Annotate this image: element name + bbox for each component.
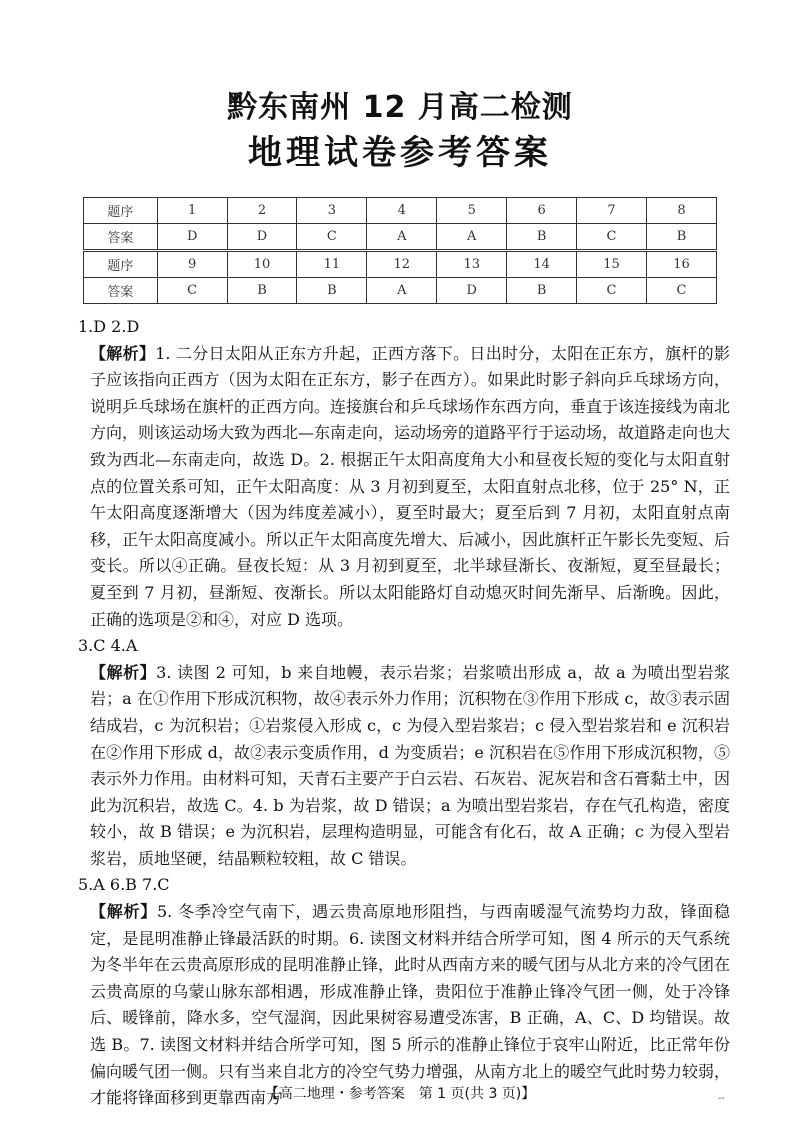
table-cell: B	[507, 278, 577, 304]
table-cell: D	[227, 224, 297, 251]
corner-mark: --	[718, 1093, 725, 1104]
table-cell: 5	[437, 198, 507, 224]
row-header-cell: 答案	[84, 224, 158, 251]
table-cell: 11	[297, 251, 367, 278]
explanation-paragraph	[78, 899, 730, 1112]
answer-line: 3.C 4.A	[78, 636, 138, 656]
table-cell: A	[367, 278, 437, 304]
table-cell: B	[297, 278, 367, 304]
answer-line: 5.A 6.B 7.C	[78, 875, 170, 895]
table-cell: 2	[227, 198, 297, 224]
explanation-text: 1. 二分日太阳从正东方升起，正西方落下。日出时分，太阳在正东方，旗杆的影子应该指向正西方（因为太阳在正东方，影子在西方）。如果此时影子斜向乒乓球场方向，说明乒乓球场在旗杆的正西方向。连接旗台和乒乓球场作东西方向，垂直于该连接线为南北方向，则该运动场大致为西北—东南走向，运动场旁的道路平行于运动场，故道路走向也大致为西北—东南走向，故选 D。2. 根据正午太阳高度角大小和昼夜长短的变化与太阳直射点的位置关系可知，正午太阳高度：从 3 月初到夏至，太阳直射点北移，位于 25° N，正午太阳高度逐渐增大（因为纬度差减小），夏至时最大；夏至后到 7 月初，太阳直射点南移，正午太阳高度减小。所以正午太阳高度先增大、后减小，因此旗杆正午影长先变短、后变长。所以④正确。昼夜长短：从 3 月初到夏至，北半球昼渐长、夜渐短，夏至昼最长；夏至到 7 月初，昼渐短、夜渐长。所以太阳能路灯自动熄灭时间先渐早、后渐晚。因此，正确的选项是②和④，对应 D 选项。	[90, 343, 731, 629]
table-cell: B	[646, 224, 716, 251]
table-cell: 14	[507, 251, 577, 278]
table-cell: 4	[367, 198, 437, 224]
table-cell: 7	[577, 198, 647, 224]
table-cell: 12	[367, 251, 437, 278]
answer-table-row	[84, 278, 717, 304]
analysis-tag: 【解析】	[90, 343, 156, 363]
table-cell: D	[157, 224, 227, 251]
table-cell: C	[577, 278, 647, 304]
table-cell: 8	[646, 198, 716, 224]
row-header-cell: 题序	[84, 251, 158, 278]
answer-table-row	[84, 198, 717, 224]
answer-table-row	[84, 251, 717, 278]
analysis-tag: 【解析】	[90, 662, 157, 682]
answer-line: 1.D 2.D	[78, 317, 140, 336]
analysis-tag: 【解析】	[90, 902, 157, 922]
table-cell: C	[577, 224, 647, 251]
explanation-text: 5. 冬季冷空气南下，遇云贵高原地形阻挡，与西南暖湿气流势均力敌，锋面稳定，是昆明准静止锋最活跃的时期。6. 读图文材料并结合所学可知，图 4 所示的天气系统为冬半年在云贵高原形成的昆明准静止锋，此时从西南方来的暖气团与从北方来的冷气团在云贵高原的乌蒙山脉东部相遇，形成准静止锋，贵阳位于准静止锋冷气团一侧，处于冷锋后、暖锋前，降水多，空气湿润，因此果树容易遭受冻害，B 正确，A、C、D 均错误。故选 B。7. 读图文材料并结合所学可知，图 5 所示的准静止锋位于哀牢山附近，比正常年份偏向暖气团一侧。只有当来自北方的冷空气势力增强，从南方北上的暖空气此时势力较弱，才能将锋面移到更靠西南方	[90, 902, 731, 1108]
table-cell: 1	[157, 198, 227, 224]
table-cell: B	[227, 278, 297, 304]
section-1-2	[78, 314, 730, 633]
table-cell: C	[157, 278, 227, 304]
explanation-text: 3. 读图 2 可知，b 来自地幔，表示岩浆；岩浆喷出形成 a，故 a 为喷出型岩浆岩；a 在①作用下形成沉积物，故④表示外力作用；沉积物在③作用下形成 c，故③表示固结成岩，c 为沉积岩；①岩浆侵入形成 c，c 为侵入型岩浆岩；c 侵入型岩浆岩和 e 沉积岩在②作用下形成 d，故②表示变质作用，d 为变质岩；e 沉积岩在⑤作用下形成沉积物，⑤表示外力作用。由材料可知，天青石主要产于白云岩、石灰岩、泥灰岩和含石膏黏土中，因此为沉积岩，故选 C。4. b 为岩浆，故 D 错误；a 为喷出型岩浆岩，存在气孔构造，密度较小，故 B 错误；e 为沉积岩，层理构造明显，可能含有化石，故 A 正确；c 为侵入型岩浆岩，质地坚硬，结晶颗粒较粗，故 C 错误。	[90, 662, 731, 868]
row-header-cell: 题序	[84, 198, 158, 224]
table-cell: 9	[157, 251, 227, 278]
section-3-4	[78, 633, 730, 872]
table-cell: B	[507, 224, 577, 251]
answer-table	[83, 197, 717, 304]
table-cell: C	[646, 278, 716, 304]
explanation-paragraph	[78, 341, 730, 634]
page-footer: 【高二地理・参考答案 第 1 页(共 3 页)】	[264, 1086, 536, 1102]
table-cell: C	[297, 224, 367, 251]
table-cell: 6	[507, 198, 577, 224]
table-cell: 3	[297, 198, 367, 224]
table-cell: 15	[577, 251, 647, 278]
document-title: 地理试卷参考答案	[248, 133, 552, 173]
row-header-cell: 答案	[84, 278, 158, 304]
exam-title: 黔东南州 12 月高二检测	[227, 90, 573, 125]
table-cell: D	[437, 278, 507, 304]
explanation-paragraph	[78, 660, 730, 873]
table-cell: 16	[646, 251, 716, 278]
section-5-7	[78, 872, 730, 1111]
table-cell: A	[437, 224, 507, 251]
table-cell: 13	[437, 251, 507, 278]
table-cell: 10	[227, 251, 297, 278]
answer-table-row	[84, 224, 717, 251]
table-cell: A	[367, 224, 437, 251]
explanations	[78, 314, 730, 1112]
